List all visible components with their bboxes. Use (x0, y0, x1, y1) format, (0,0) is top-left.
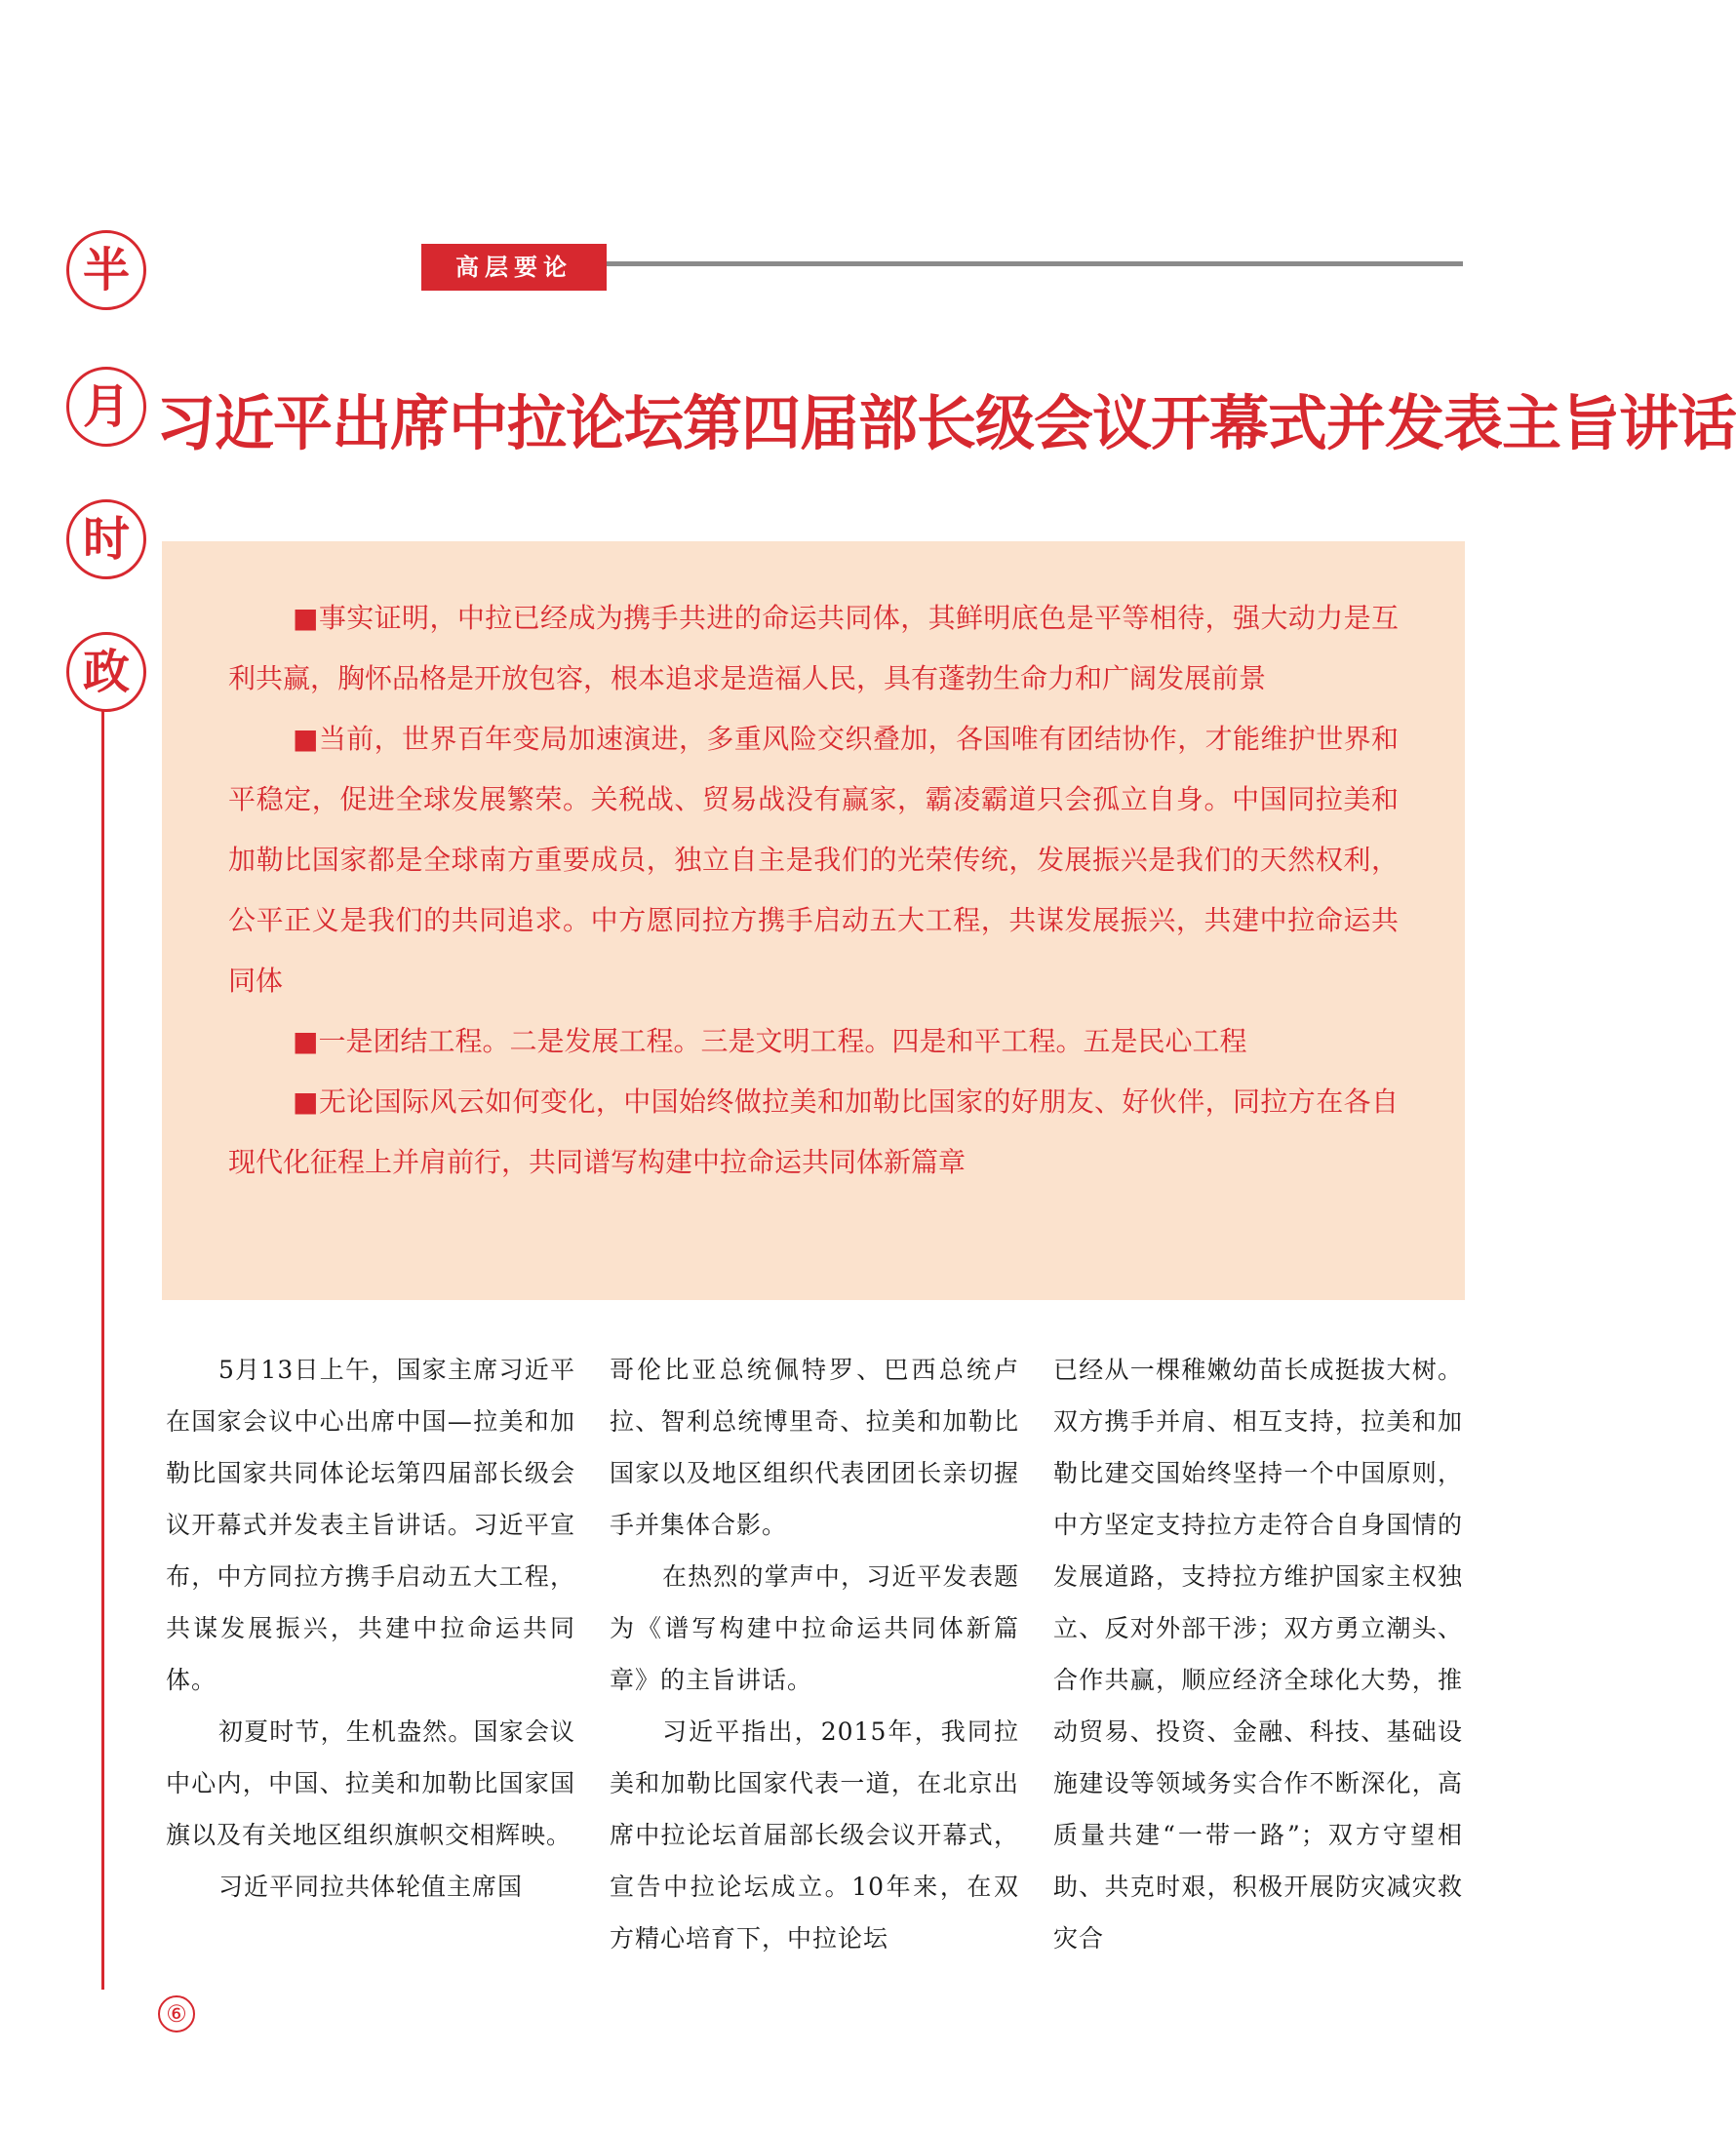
summary-box (162, 541, 1465, 1300)
side-char-ban: 半 (66, 230, 146, 310)
body-paragraph: 初夏时节，生机盎然。国家会议中心内，中国、拉美和加勒比国家国旗以及有关地区组织旗帜交相辉映。 (166, 1717, 575, 1849)
side-char-zheng: 政 (66, 632, 146, 712)
side-char-shi: 时 (66, 499, 146, 579)
body-paragraph: 习近平指出，2015年，我同拉美和加勒比国家代表一道，在北京出席中拉论坛首届部长级会议开幕式，宣告中拉论坛成立。10年来，在双方精心培育下，中拉论坛 (610, 1717, 1019, 1953)
body-column-3 (1053, 1344, 1463, 1968)
body-paragraph: 5月13日上午，国家主席习近平在国家会议中心出席中国—拉美和加勒比国家共同体论坛第四届部长级会议开幕式并发表主旨讲话。习近平宣布，中方同拉方携手启动五大工程，共谋发展振兴，共建中拉命运共同体。 (166, 1356, 575, 1694)
side-rule-line (101, 702, 104, 1990)
body-paragraph: 已经从一棵稚嫩幼苗长成挺拔大树。双方携手并肩、相互支持，拉美和加勒比建交国始终坚持一个中国原则，中方坚定支持拉方走符合自身国情的发展道路，支持拉方维护国家主权独立、反对外部干涉；双方勇立潮头、合作共赢，顺应经济全球化大势，推动贸易、投资、金融、科技、基础设施建设等领域务实合作不断深化，高质量共建“一带一路”；双方守望相助、共克时艰，积极开展防灾减灾救灾合 (1053, 1356, 1463, 1953)
side-char-yue: 月 (66, 367, 146, 447)
body-column-2 (610, 1344, 1019, 1968)
body-paragraph: 哥伦比亚总统佩特罗、巴西总统卢拉、智利总统博里奇、拉美和加勒比国家以及地区组织代表团团长亲切握手并集体合影。 (610, 1356, 1019, 1539)
article-title: 习近平出席中拉论坛第四届部长级会议开幕式并发表主旨讲话 (156, 389, 1736, 458)
section-tag: 高层要论 (421, 244, 607, 291)
body-paragraph: 在热烈的掌声中，习近平发表题为《谱写构建中拉命运共同体新篇章》的主旨讲话。 (610, 1562, 1019, 1694)
section-rule-line (607, 261, 1463, 266)
summary-point: ■当前，世界百年变局加速演进，多重风险交织叠加，各国唯有团结协作，才能维护世界和平稳定，促进全球发展繁荣。关税战、贸易战没有赢家，霸凌霸道只会孤立自身。中国同拉美和加勒比国家都是全球南方重要成员，独立自主是我们的光荣传统，发展振兴是我们的天然权利，公平正义是我们的共同追求。中方愿同拉方携手启动五大工程，共谋发展振兴，共建中拉命运共同体 (228, 723, 1399, 997)
body-column-1 (166, 1344, 575, 1968)
body-paragraph: 习近平同拉共体轮值主席国 (218, 1873, 524, 1901)
summary-point: ■一是团结工程。二是发展工程。三是文明工程。四是和平工程。五是民心工程 (293, 1025, 1247, 1057)
summary-point: ■事实证明，中拉已经成为携手共进的命运共同体，其鲜明底色是平等相待，强大动力是互利共赢，胸怀品格是开放包容，根本追求是造福人民，具有蓬勃生命力和广阔发展前景 (228, 602, 1399, 694)
summary-point: ■无论国际风云如何变化，中国始终做拉美和加勒比国家的好朋友、好伙伴，同拉方在各自现代化征程上并肩前行，共同谱写构建中拉命运共同体新篇章 (228, 1085, 1399, 1178)
article-body (166, 1344, 1463, 1968)
page-number: ⑥ (158, 1995, 195, 2032)
